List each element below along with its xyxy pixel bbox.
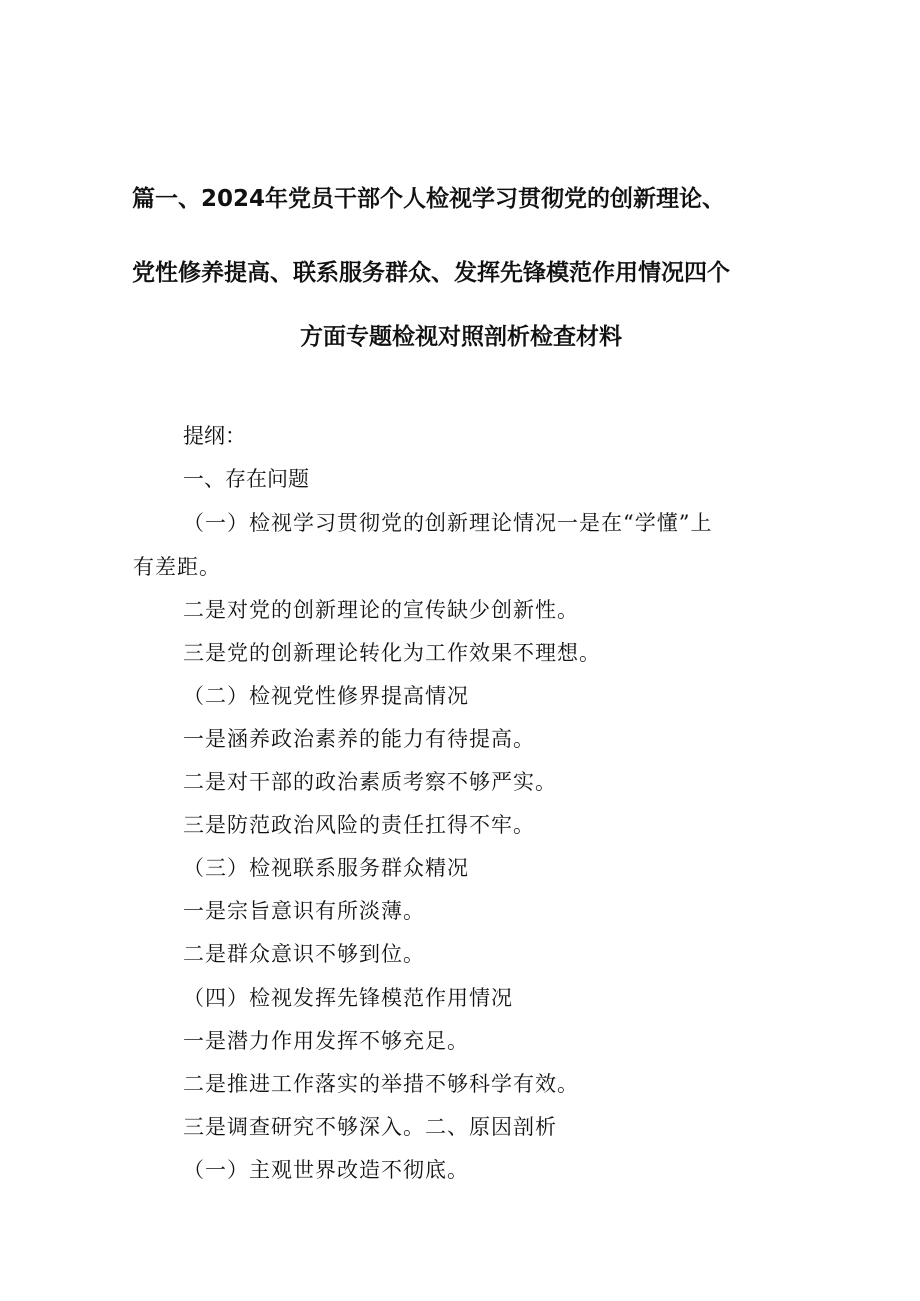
body-line-9: （三）检视联系服务群众精况 [183, 856, 469, 880]
body-line-3: 二是对党的创新理论的宣传缺少创新性。 [183, 598, 579, 622]
body-line-6: 一是涵养政治素养的能力有待提高。 [183, 727, 535, 751]
body-line-13: 一是潜力作用发挥不够充足。 [183, 1029, 469, 1053]
body-line-10: 一是宗旨意识有所淡薄。 [183, 899, 425, 923]
body-line-14: 二是推进工作落实的举措不够科学有效。 [183, 1072, 579, 1096]
body-line-8: 三是防范政治风险的责任扛得不牢。 [183, 813, 535, 837]
document-title-line-3 [0, 322, 920, 352]
document-title-line-1: 篇一、2024年党员干部个人检视学习贯彻党的创新理论、 [132, 186, 726, 212]
body-line-1: （一）检视学习贯彻党的创新理论情况一是在“学懂”上 [183, 511, 713, 535]
section-heading-problems: 一、存在问题 [183, 467, 309, 491]
body-line-15: 三是调查研究不够深入。二、原因剖析 [183, 1115, 557, 1139]
document-title-line-2: 党性修养提高、联系服务群众、发挥先锋模范作用情况四个 [132, 260, 730, 286]
body-line-7: 二是对干部的政治素质考察不够严实。 [183, 770, 557, 794]
body-line-16: （一）主观世界改造不彻底。 [183, 1158, 469, 1182]
body-line-12: （四）检视发挥先锋模范作用情况 [183, 986, 513, 1010]
document-title-line-3-text: 方面专题检视对照剖析检查材料 [300, 324, 622, 350]
body-line-5: （二）检视党性修界提高情况 [183, 684, 469, 708]
body-line-4: 三是党的创新理论转化为工作效果不理想。 [183, 641, 601, 665]
body-line-2: 有差距。 [133, 555, 221, 579]
outline-label: 提纲： [183, 424, 246, 448]
body-line-11: 二是群众意识不够到位。 [183, 942, 425, 966]
